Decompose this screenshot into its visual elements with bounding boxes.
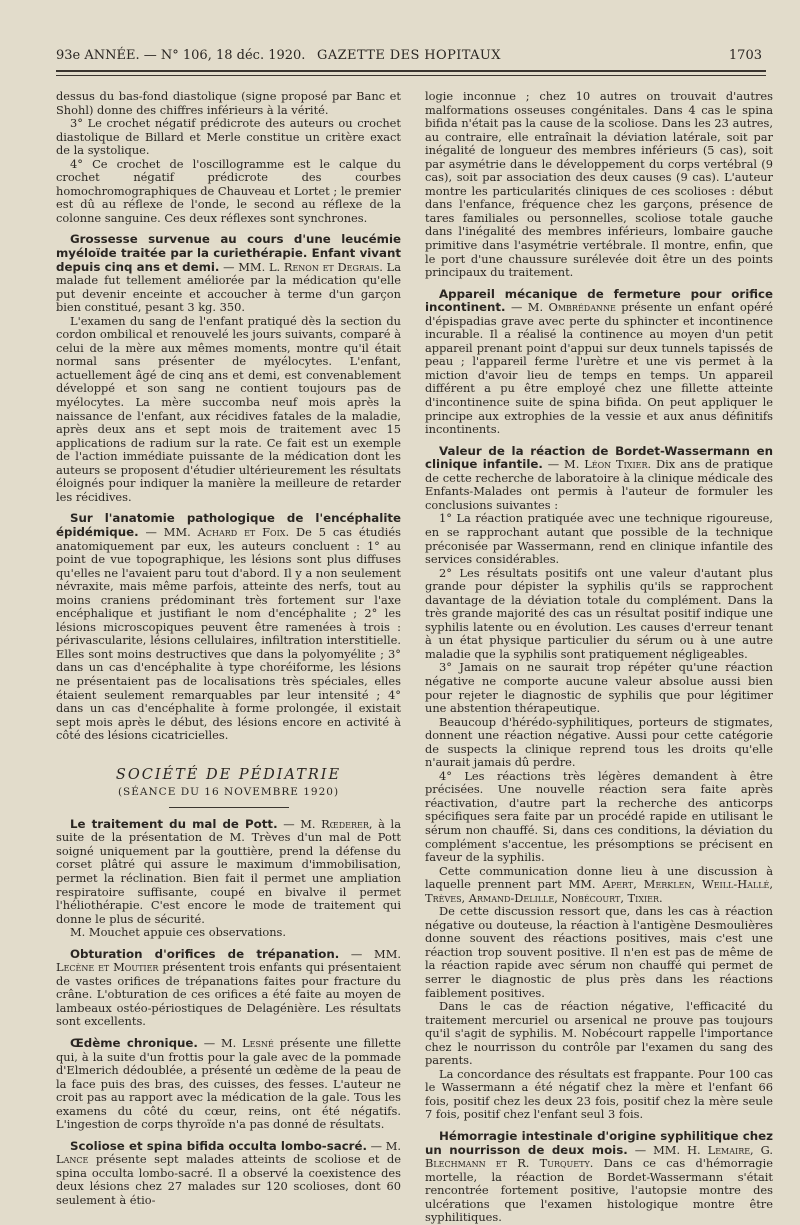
section-subtitle: (SÉANCE DU 16 NOVEMBRE 1920): [117, 786, 340, 799]
left-column: [56, 89, 402, 1208]
article-authors: — M. Léon Tixier.: [547, 457, 652, 472]
page-number: 1703: [728, 48, 762, 63]
paragraph: De cette discussion ressort que, dans les cas à réaction négative ou douteuse, la réaction à l'antigène Desmoulières donne souvent des réactions positives, mais c'est une réaction trop souvent positive. Il n'en est pas de même de la réaction rapide avec sérum non chauffé qui permet de serrer le diagnostic de plus près dans les réactions faiblement positives.: [425, 904, 773, 1000]
article-title: Grossesse survenue au cours d'une leucémie myéloïde traitée par la curiethérapie. Enfant vivant depuis cinq ans et demi.: [56, 232, 401, 274]
article-authors: — MM. L. Renon et Degrais.: [223, 259, 383, 274]
article-paragraph: [56, 1140, 401, 1208]
article-paragraph: [56, 948, 401, 1029]
paragraph: 3° Jamais on ne saurait trop répéter qu'une réaction négative ne comporte aucune valeur absolue aussi bien pour rejeter le diagnostic de syphilis que pour légitimer une abstention thérapeutique.: [425, 660, 773, 716]
paragraph: dessus du bas-fond diastolique (signe proposé par Banc et Shohl) donne des chiffres inférieurs à la vérité.: [56, 89, 401, 117]
paragraph: 3° Le crochet négatif prédicrote des auteurs ou crochet diastolique de Billard et Merle constitue un critère exact de la systolique.: [56, 116, 401, 158]
article-paragraph: [56, 1037, 401, 1132]
paragraph: 4° Les réactions très légères demandent à être précisées. Une nouvelle réaction sera faite après réactivation, d'autre part la recherche des anticorps spécifiques sera faite par un procédé rapide en utilisant le sérum non chauffé. Si, dans ces conditions, la déviation du complément s'accentue, les présomptions se précisent en faveur de la syphilis.: [425, 768, 773, 865]
article-text: présente un enfant opéré d'épispadias grave avec perte du sphincter et incontinence incurable. Il a réalisé la continence au moyen d'un petit appareil prenant point d'appui sur deux tunnels tapissés de peau ; l'appareil ferme l'urètre et une vis permet à la miction d'avoir lieu de temps en temps. Un appareil différent a pu être employé chez une fillette atteinte d'incontinence suite de spina bifida. On peut appliquer le principe aux extrophies de la vessie et aux anus définitifs incontinents.: [425, 300, 774, 437]
article-text: Dix ans de pratique de cette recherche de laboratoire à la clinique médicale des Enfants-Malades ont permis à l'auteur de formuler les conclusions suivantes :: [425, 457, 773, 512]
page-header: [56, 48, 762, 68]
discussion-paragraph: [425, 865, 773, 906]
discussant-names: Apert, Merklen, Weill-Hallé, Trèves, Armand-Delille, Nobécourt, Tixier.: [425, 877, 773, 905]
article-authors: — M. Rœderer,: [283, 816, 373, 831]
paragraph: Dans le cas de réaction négative, l'efficacité du traitement mercuriel ou arsenical ne prouve pas toujours qu'il s'agit de syphilis. M. Nobécourt rappelle l'importance chez le nourrisson du contrôle par l'examen du sang des parents.: [425, 999, 773, 1068]
right-column: [425, 89, 774, 1225]
paragraph: 2° Les résultats positifs ont une valeur d'autant plus grande pour dépister la syphilis qu'ils se rapprochent davantage de la déviation totale du complément. Dans la très grande majorité des cas un résultat positif indique une syphilis latente ou en évolution. Les causes d'erreur tenant à un état physique particulier du sérum ou à une autre maladie que la syphilis sont pratiquement négligeables.: [425, 565, 773, 661]
paragraph-text: Cette communication donne lieu à une discussion à laquelle prennent part MM.: [425, 863, 773, 892]
paragraph: logie inconnue ; chez 10 autres on trouvait d'autres malformations osseuses congénitales. Dans 4 cas le spina bifida n'était pas la cause de la scoliose. Dans les 23 autres, au contraire, elle entraînait la déviation latérale, soit par inégalité de longueur des membres inférieurs (5 cas), soit par asymétrie dans le développement du corps vertébral (9 cas), soit par association des deux causes (9 cas). L'auteur montre les particularités cliniques de ces scolioses : début dans l'enfance, fréquence chez les garçons, présence de tares familiales ou personnelles, scoliose totale gauche dans l'inégalité des membres inférieurs, lombaire gauche primitive dans l'asymétrie vertébrale. Il montre, enfin, que le port d'une chaussure surélevée doit être un des points principaux du traitement.: [425, 89, 773, 280]
paragraph: 1° La réaction pratiquée avec une technique rigoureuse, en se rapprochant autant que possible de la technique préconisée par Wassermann, rend en clinique infantile des services considérables.: [425, 511, 773, 567]
section-title: SOCIÉTÉ DE PÉDIATRIE: [115, 766, 342, 783]
section-divider: [169, 807, 289, 808]
article-text: à la suite de la présentation de M. Trèves d'un mal de Pott soigné uniquement par la gouttière, prend la défense du corset plâtré qui assure le maximum d'immobilisation, permet la réclination. Bien fait il permet une ampliation respiratoire suffisante, coupé en bivalve il permet l'héliothérapie. C'est encore le mode de traitement qui donne le plus de sécurité.: [56, 816, 401, 926]
article-paragraph: [56, 818, 401, 926]
article-text: présentent trois enfants qui présentaient de vastes orifices de trépanations faites pour fracture du crâne. L'obturation de ces orifices a été faite au moyen de lambeaux ostéo-périostiques de Delagénière. Les résultats sont excellents.: [56, 960, 401, 1029]
issue-info: 93e ANNÉE. — N° 106, 18 déc. 1920.: [56, 48, 306, 63]
article-title: Scoliose et spina bifida occulta lombo-sacré.: [70, 1138, 367, 1153]
paragraph: L'examen du sang de l'enfant pratiqué dès la section du cordon ombilical et renouvelé les jours suivants, comparé à celui de la mère aux mêmes moments, montre qu'il était normal sans présenter de myélocytes. L'enfant, actuellement âgé de cinq ans et demi, est convenablement développé et son sang ne contient toujours pas de myélocytes. La mère succomba neuf mois après la naissance de l'enfant, aux récidives fatales de la maladie, après deux ans et sept mois de traitement avec 15 applications de radium sur la rate. Ce fait est un exemple de l'action immédiate puissante de la médication dont les auteurs se proposent d'étudier ultérieurement les résultats éloignés pour indiquer la manière la meilleure de retarder les récidives.: [56, 313, 401, 504]
article-title: Sur l'anatomie pathologique de l'encéphalite épidémique.: [56, 511, 401, 539]
article-title: Valeur de la réaction de Bordet-Wassermann en clinique infantile.: [425, 443, 773, 472]
article-text: De 5 cas étudiés anatomiquement par eux, les auteurs concluent : 1° au point de vue topographique, les lésions sont plus diffuses qu'elles ne l'avaient paru tout d'abord. Il y a non seulement névraxite, mais même parfois, atteinte des nerfs, tout au moins craniens prédominant très fortement sur l'axe encéphalique et justifiant le nom d'encéphalite ; 2° les lésions microscopiques peuvent être ramenées à trois : périvascularite, lésions cellulaires, infiltration interstitielle. Elles sont moins destructives que dans la polyomyélite ; 3° dans un cas d'encéphalite à type choréiforme, les lésions ne présentaient pas de localisations très spéciales, elles étaient seulement remarquables par leur intensité ; 4° dans un cas d'encéphalite à forme prolongée, il existait sept mois après le début, des lésions encore en activité à côté des lésions cicatricielles.: [56, 524, 401, 743]
article-paragraph: [425, 1130, 773, 1225]
article-authors: — MM. Lecène et Moutier: [56, 946, 401, 975]
article-authors: — M. Lance: [56, 1138, 401, 1167]
article-paragraph: [56, 512, 401, 742]
article-title: Appareil mécanique de fermeture pour orifice incontinent.: [425, 286, 773, 315]
header-rule-thin: [56, 75, 766, 76]
article-text: présente sept malades atteints de scoliose et de spina occulta lombo-sacré. Il a observé la coexistence des deux lésions chez 27 malades sur 120 scolioses, dont 60 seulement à étio-: [56, 1152, 401, 1208]
journal-title: GAZETTE DES HOPITAUX: [317, 48, 501, 63]
article-authors: — M. Ombrédanne: [510, 300, 616, 315]
header-rule-thick: [56, 70, 766, 72]
paragraph: Beaucoup d'hérédo-syphilitiques, porteurs de stigmates, donnent une réaction négative. Aussi pour cette catégorie de suspects la clinique reprend tous les droits qu'elle n'aurait jamais dû perdre.: [425, 714, 773, 770]
article-text: présente une fillette qui, à la suite d'un frottis pour la gale avec de la pommade d'Elmerich dédoublée, a présenté un œdème de la peau de la face puis des bras, des cuisses, des fesses. L'auteur ne croit pas au rapport avec la médication de la gale. Tous les examens du côté du cœur, reins, ont été négatifs. L'ingestion de corps thyroïde n'a pas donné de résultats.: [56, 1036, 402, 1132]
article-paragraph: [425, 288, 773, 437]
article-authors: — MM. Achard et Foix.: [145, 524, 290, 539]
article-paragraph: [56, 233, 401, 314]
article-text: Dans ce cas d'hémorragie mortelle, la réaction de Bordet-Wassermann s'était rencontrée fortement positive, l'autopsie montre des ulcérations que l'examen histologique montre être syphilitiques.: [425, 1156, 773, 1225]
paragraph: M. Mouchet appuie ces observations.: [70, 925, 287, 940]
article-title: Obturation d'orifices de trépanation.: [70, 946, 340, 961]
article-title: Œdème chronique.: [70, 1036, 198, 1050]
article-authors: — MM. H. Lemaire, G. Blechmann et R. Turquety.: [425, 1142, 773, 1171]
article-title: Hémorragie intestinale d'origine syphilitique chez un nourrisson de deux mois.: [425, 1129, 773, 1157]
paragraph: La concordance des résultats est frappante. Pour 100 cas le Wassermann a été négatif chez la mère et l'enfant 66 fois, positif chez les deux 23 fois, positif chez la mère seule 7 fois, positif chez l'enfant seul 3 fois.: [425, 1066, 773, 1122]
article-authors: — M. Lesné: [203, 1036, 274, 1050]
article-paragraph: [425, 445, 773, 513]
article-text: La malade fut tellement améliorée par la médication qu'elle put devenir enceinte et accoucher à terme d'un garçon bien constitué, pesant 3 kg. 350.: [56, 259, 401, 315]
article-title: Le traitement du mal de Pott.: [70, 816, 278, 831]
paragraph: 4° Ce crochet de l'oscillogramme est le calque du crochet négatif prédicrote des courbes homochromographiques de Chauveau et Lortet ; le premier est dû au réflexe de l'onde, le second au réflexe de la colonne sanguine. Ces deux réflexes sont synchrones.: [56, 156, 401, 225]
